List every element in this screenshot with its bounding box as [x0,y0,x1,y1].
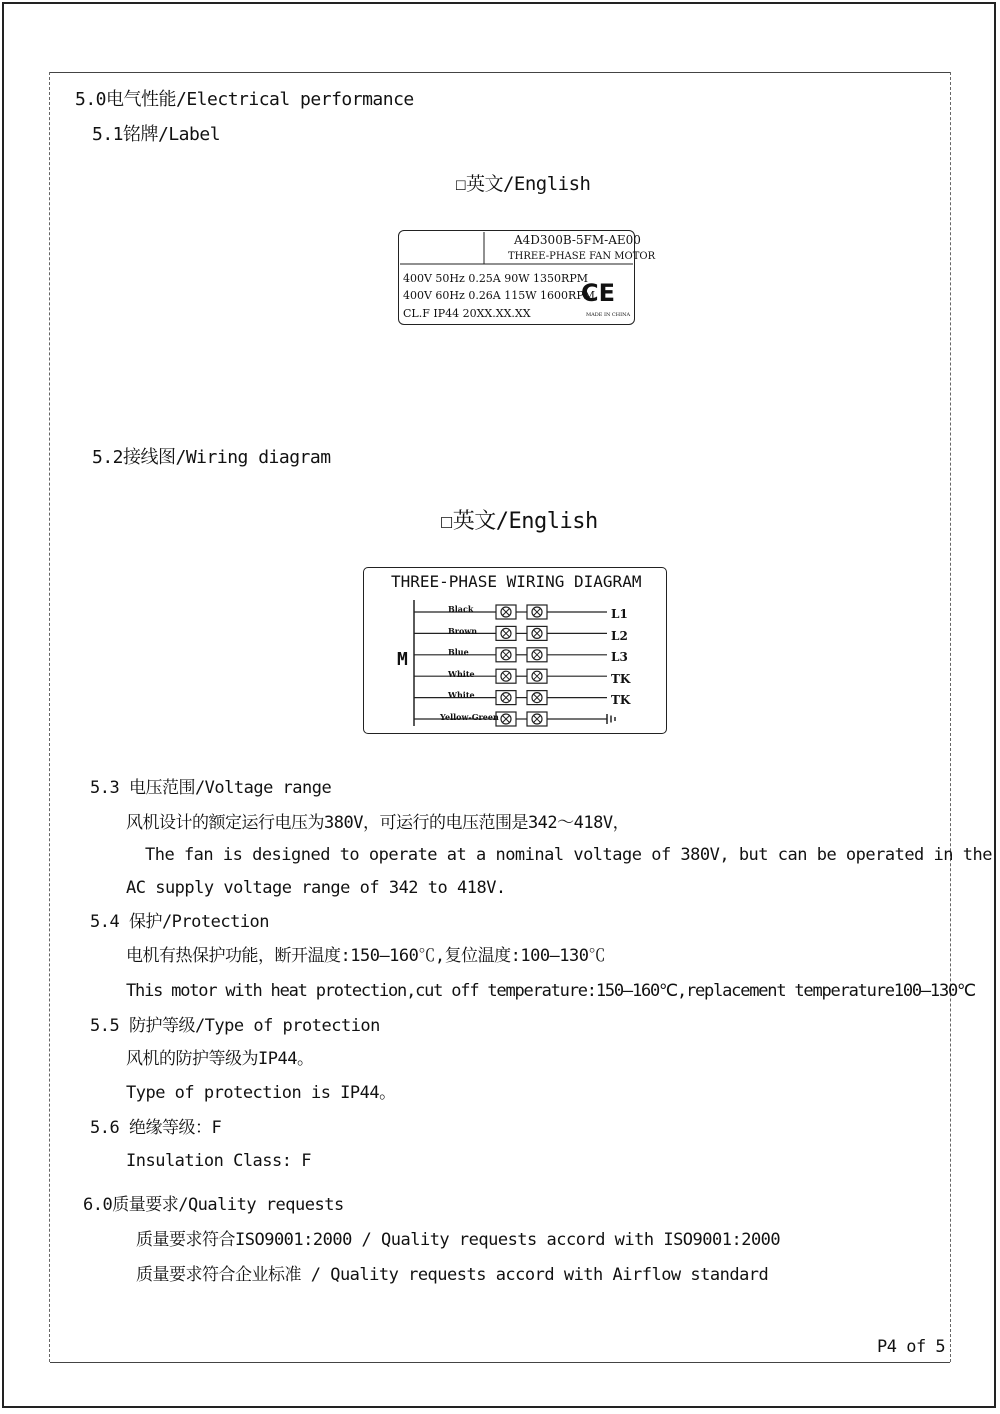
nameplate-line-50hz: 400V 50Hz 0.25A 90W 1350RPM [403,272,588,285]
section-5-4-heading: 5.4 保护/Protection [90,912,270,932]
section-5-3-english-2: AC supply voltage range of 342 to 418V. [126,878,506,898]
section-5-0-heading: 5.0电气性能/Electrical performance [75,89,414,110]
wiring-diagram-title: THREE-PHASE WIRING DIAGRAM [391,572,642,591]
section-6-0-heading: 6.0质量要求/Quality requests [83,1195,344,1215]
wire-rows [414,605,615,726]
terminal-label-tk-2: TK [611,693,631,707]
section-5-3-english-1: The fan is designed to operate at a nominal voltage of 380V, but can be operated in the [145,845,992,865]
section-5-5-heading: 5.5 防护等级/Type of protection [90,1016,380,1036]
language-label-2: ☐英文/English [440,509,598,534]
section-5-3-heading: 5.3 电压范围/Voltage range [90,778,332,798]
wire-label-yellow-green: Yellow-Green [440,712,499,722]
section-5-4-chinese: 电机有热保护功能，断开温度:150—160℃,复位温度:100—130℃ [126,946,605,966]
made-in-label: MADE IN CHINA [586,312,631,318]
section-5-5-english: Type of protection is IP44。 [126,1083,396,1103]
wire-label-blue: Blue [448,647,469,657]
terminal-label-l3: L3 [611,650,628,664]
nameplate-line-class: CL.F IP44 20XX.XX.XX [403,307,531,320]
terminal-label-l2: L2 [611,629,628,643]
section-6-0-line-1: 质量要求符合ISO9001:2000 / Quality requests accord with ISO9001:2000 [136,1230,781,1250]
section-5-6-english: Insulation Class: F [126,1151,311,1171]
nameplate-model: A4D300B-5FM-AE00 [514,233,641,247]
nameplate-line-60hz: 400V 60Hz 0.26A 115W 1600RPM [403,289,595,302]
wire-label-white-1: White [448,669,475,679]
section-5-1-heading: 5.1铭牌/Label [92,124,221,145]
section-5-5-chinese: 风机的防护等级为IP44。 [126,1049,314,1069]
section-5-6-heading: 5.6 绝缘等级：F [90,1118,222,1138]
page-number: P4 of 5 [877,1337,946,1357]
nameplate-type: THREE-PHASE FAN MOTOR [508,251,656,262]
motor-label: M [397,649,408,670]
terminal-label-l1: L1 [611,607,628,621]
ce-mark-icon: CE [581,279,616,307]
wire-label-white-2: White [448,690,475,700]
language-label-1: ☐英文/English [455,173,591,195]
wire-label-brown: Brown [448,626,478,636]
terminal-label-tk-1: TK [611,672,631,686]
wire-label-black: Black [448,604,474,614]
section-5-2-heading: 5.2接线图/Wiring diagram [92,447,331,468]
section-5-3-chinese: 风机设计的额定运行电压为380V，可运行的电压范围是342～418V， [126,813,630,833]
section-6-0-line-2: 质量要求符合企业标准 / Quality requests accord with Airflow standard [136,1265,769,1285]
section-5-4-english: This motor with heat protection,cut off temperature:150—160℃,replacement temperature100—130℃ [126,981,975,1001]
